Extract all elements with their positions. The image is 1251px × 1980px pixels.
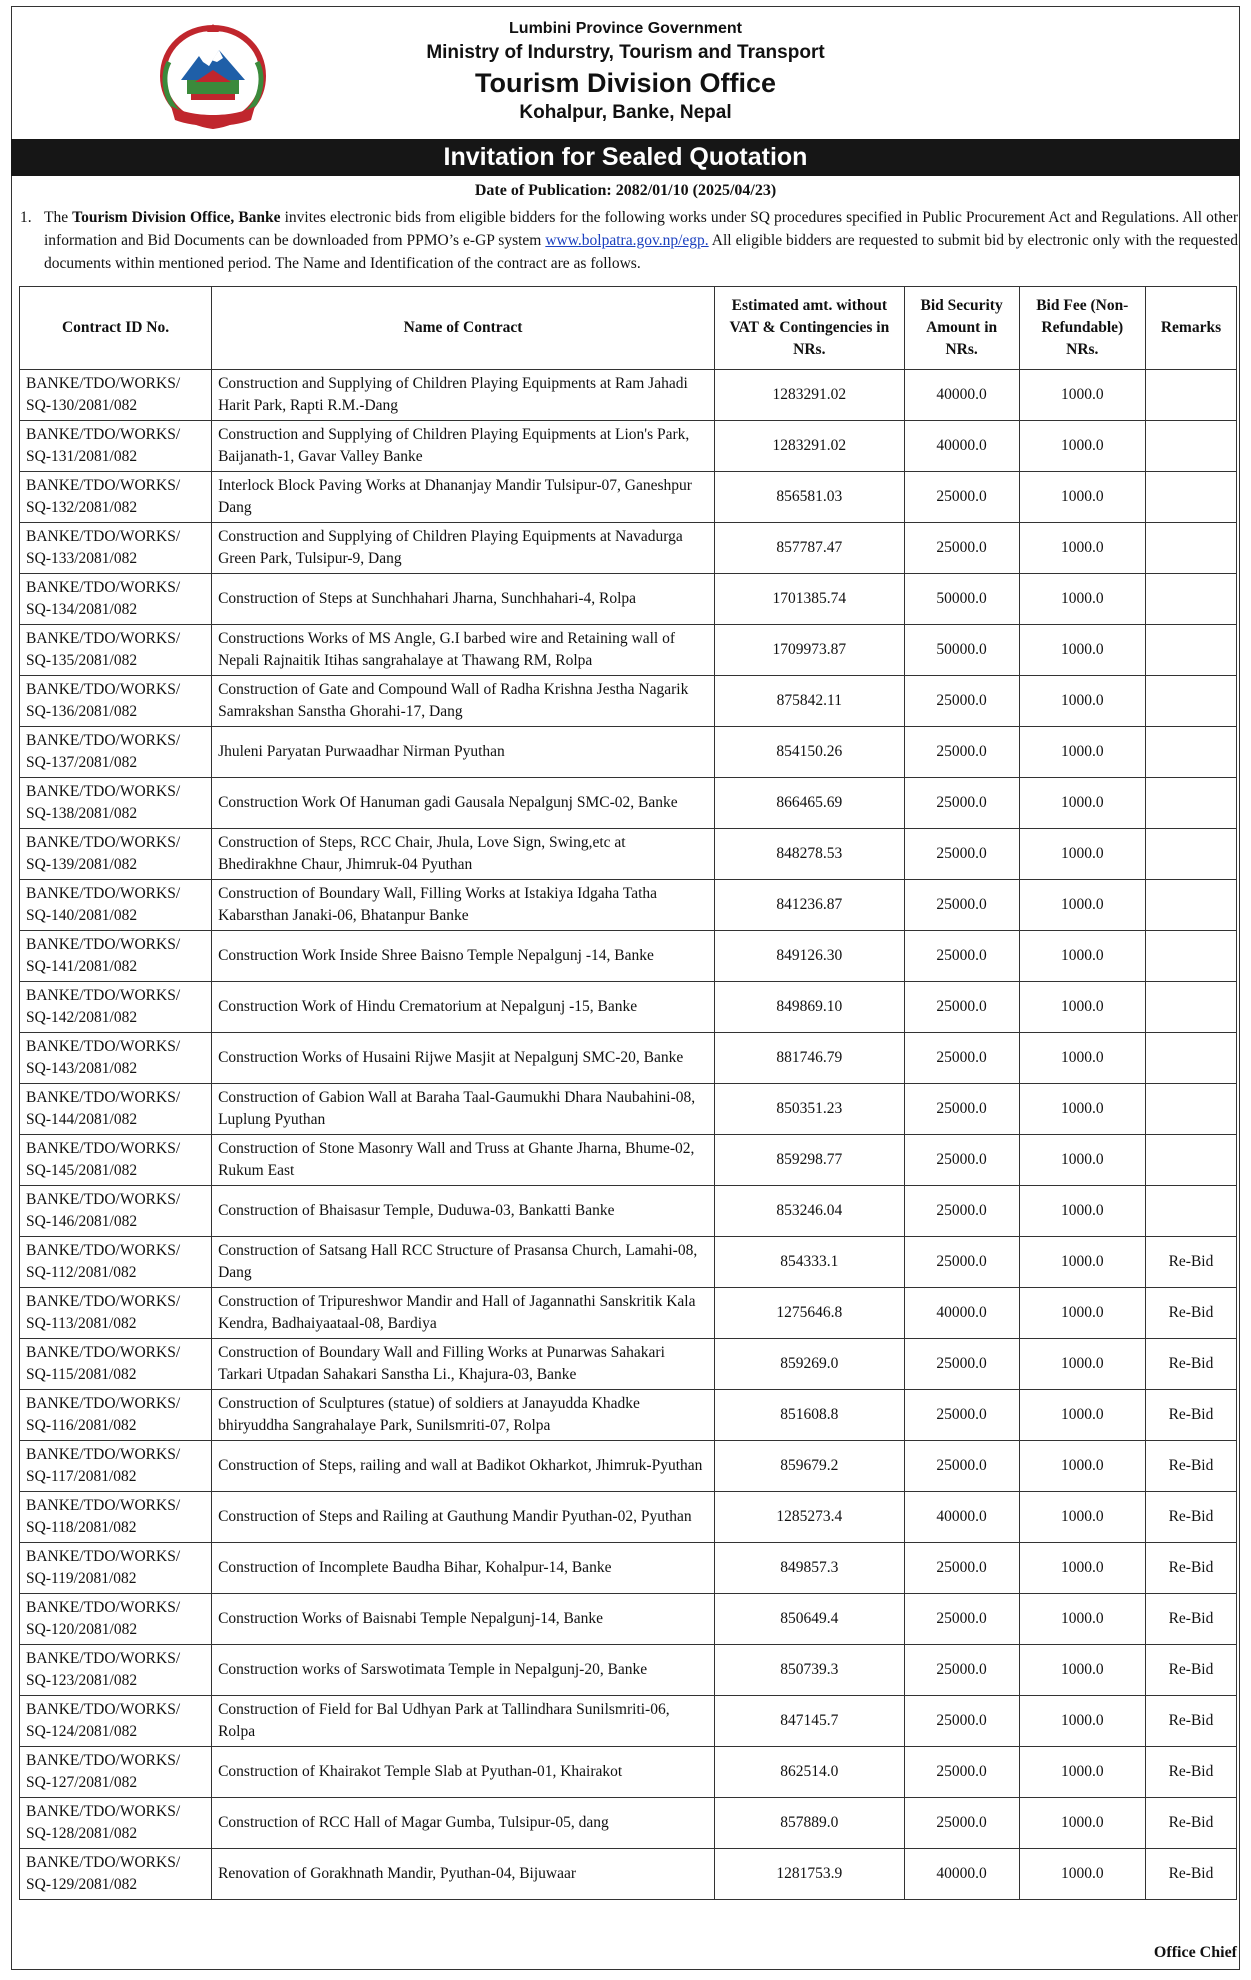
contract-name-cell: Construction Work of Hindu Crematorium at Nepalgunj -15, Banke	[212, 982, 715, 1033]
table-row	[20, 625, 1237, 676]
contract-name-cell: Construction of Stone Masonry Wall and Truss at Ghante Jharna, Bhume-02, Rukum East	[212, 1135, 715, 1186]
province-name: Lumbini Province Government	[509, 20, 742, 37]
contract-name-cell: Construction of Boundary Wall, Filling Works at Istakiya Idgaha Tatha Kabarsthan Janaki-06, Bhatanpur Banke	[212, 880, 715, 931]
contract-name-cell: Renovation of Gorakhnath Mandir, Pyuthan-04, Bijuwaar	[212, 1849, 715, 1900]
bid-security-cell: 25000.0	[904, 1594, 1019, 1645]
bid-fee-cell: 1000.0	[1019, 1594, 1145, 1645]
remarks-cell: Re-Bid	[1145, 1390, 1236, 1441]
publication-date	[0, 181, 1251, 201]
table-row	[20, 1543, 1237, 1594]
bid-fee-cell: 1000.0	[1019, 931, 1145, 982]
remarks-cell: Re-Bid	[1145, 1594, 1236, 1645]
contract-id-cell: BANKE/TDO/WORKS/ SQ-140/2081/082	[20, 880, 212, 931]
remarks-cell	[1145, 931, 1236, 982]
table-row	[20, 472, 1237, 523]
table-row	[20, 1696, 1237, 1747]
contract-id-cell: BANKE/TDO/WORKS/ SQ-113/2081/082	[20, 1288, 212, 1339]
bid-fee-cell: 1000.0	[1019, 1849, 1145, 1900]
contract-name-cell: Construction and Supplying of Children Playing Equipments at Lion's Park, Baijanath-1, Gavar Valley Banke	[212, 421, 715, 472]
estimate-cell: 1701385.74	[715, 574, 905, 625]
remarks-cell	[1145, 574, 1236, 625]
header-contract-id: Contract ID No.	[20, 287, 212, 370]
remarks-cell	[1145, 1033, 1236, 1084]
remarks-cell	[1145, 370, 1236, 421]
estimate-cell: 854150.26	[715, 727, 905, 778]
contract-id-cell: BANKE/TDO/WORKS/ SQ-115/2081/082	[20, 1339, 212, 1390]
estimate-cell: 859269.0	[715, 1339, 905, 1390]
contract-name-cell: Construction of Boundary Wall and Filling Works at Punarwas Sahakari Tarkari Utpadan Sahakari Sanstha Li., Khajura-03, Banke	[212, 1339, 715, 1390]
paragraph-number: 1.	[20, 209, 32, 226]
contract-id-cell: BANKE/TDO/WORKS/ SQ-128/2081/082	[20, 1798, 212, 1849]
contract-id-cell: BANKE/TDO/WORKS/ SQ-135/2081/082	[20, 625, 212, 676]
contract-id-cell: BANKE/TDO/WORKS/ SQ-139/2081/082	[20, 829, 212, 880]
contract-name-cell: Construction Works of Husaini Rijwe Masjit at Nepalgunj SMC-20, Banke	[212, 1033, 715, 1084]
remarks-cell: Re-Bid	[1145, 1849, 1236, 1900]
table-row	[20, 1645, 1237, 1696]
contract-name-cell: Construction of RCC Hall of Magar Gumba, Tulsipur-05, dang	[212, 1798, 715, 1849]
table-row	[20, 1441, 1237, 1492]
estimate-cell: 853246.04	[715, 1186, 905, 1237]
contract-name-cell: Construction of Tripureshwor Mandir and Hall of Jagannathi Sanskritik Kala Kendra, Badhaiyaataal-08, Bardiya	[212, 1288, 715, 1339]
estimate-cell: 841236.87	[715, 880, 905, 931]
contract-name-cell: Construction Work Of Hanuman gadi Gausala Nepalgunj SMC-02, Banke	[212, 778, 715, 829]
estimate-cell: 856581.03	[715, 472, 905, 523]
bid-fee-cell: 1000.0	[1019, 829, 1145, 880]
table-row	[20, 1186, 1237, 1237]
estimate-cell: 875842.11	[715, 676, 905, 727]
contract-name-cell: Construction of Bhaisasur Temple, Duduwa-03, Bankatti Banke	[212, 1186, 715, 1237]
table-row	[20, 1747, 1237, 1798]
estimate-cell: 1281753.9	[715, 1849, 905, 1900]
estimate-cell: 850351.23	[715, 1084, 905, 1135]
bid-security-cell: 40000.0	[904, 421, 1019, 472]
remarks-cell	[1145, 778, 1236, 829]
table-row	[20, 1390, 1237, 1441]
contract-id-cell: BANKE/TDO/WORKS/ SQ-118/2081/082	[20, 1492, 212, 1543]
bid-security-cell: 40000.0	[904, 1849, 1019, 1900]
bid-security-cell: 40000.0	[904, 1492, 1019, 1543]
estimate-cell: 847145.7	[715, 1696, 905, 1747]
table-row	[20, 829, 1237, 880]
office-address: Kohalpur, Banke, Nepal	[519, 102, 732, 123]
bid-fee-cell: 1000.0	[1019, 574, 1145, 625]
remarks-cell	[1145, 625, 1236, 676]
table-row	[20, 1798, 1237, 1849]
bid-security-cell: 25000.0	[904, 1084, 1019, 1135]
table-row	[20, 727, 1237, 778]
contract-name-cell: Construction works of Sarswotimata Temple in Nepalgunj-20, Banke	[212, 1645, 715, 1696]
egp-link[interactable]: www.bolpatra.gov.np/egp.	[545, 232, 709, 249]
bid-security-cell: 25000.0	[904, 1696, 1019, 1747]
bid-security-cell: 25000.0	[904, 1033, 1019, 1084]
bid-fee-cell: 1000.0	[1019, 1033, 1145, 1084]
contract-name-cell: Construction of Gate and Compound Wall of Radha Krishna Jestha Nagarik Samrakshan Sanstha Ghorahi-17, Dang	[212, 676, 715, 727]
table-row	[20, 1339, 1237, 1390]
contract-id-cell: BANKE/TDO/WORKS/ SQ-141/2081/082	[20, 931, 212, 982]
remarks-cell	[1145, 982, 1236, 1033]
estimate-cell: 857889.0	[715, 1798, 905, 1849]
estimate-cell: 851608.8	[715, 1390, 905, 1441]
bid-fee-cell: 1000.0	[1019, 1696, 1145, 1747]
bid-security-cell: 50000.0	[904, 574, 1019, 625]
bid-fee-cell: 1000.0	[1019, 1645, 1145, 1696]
contract-id-cell: BANKE/TDO/WORKS/ SQ-130/2081/082	[20, 370, 212, 421]
estimate-cell: 1285273.4	[715, 1492, 905, 1543]
bid-security-cell: 25000.0	[904, 931, 1019, 982]
bid-fee-cell: 1000.0	[1019, 1747, 1145, 1798]
publication-date-label: Date of Publication:	[474, 182, 612, 199]
remarks-cell: Re-Bid	[1145, 1645, 1236, 1696]
remarks-cell: Re-Bid	[1145, 1747, 1236, 1798]
contract-id-cell: BANKE/TDO/WORKS/ SQ-134/2081/082	[20, 574, 212, 625]
contract-name-cell: Jhuleni Paryatan Purwaadhar Nirman Pyuthan	[212, 727, 715, 778]
bid-security-cell: 25000.0	[904, 1645, 1019, 1696]
contract-id-cell: BANKE/TDO/WORKS/ SQ-119/2081/082	[20, 1543, 212, 1594]
header-bid-fee: Bid Fee (Non-Refundable) NRs.	[1019, 287, 1145, 370]
bid-fee-cell: 1000.0	[1019, 1441, 1145, 1492]
contract-name-cell: Interlock Block Paving Works at Dhananjay Mandir Tulsipur-07, Ganeshpur Dang	[212, 472, 715, 523]
contract-name-cell: Construction Work Inside Shree Baisno Temple Nepalgunj -14, Banke	[212, 931, 715, 982]
intro-text-before: The	[44, 209, 73, 226]
bid-fee-cell: 1000.0	[1019, 1186, 1145, 1237]
contract-name-cell: Construction of Khairakot Temple Slab at Pyuthan-01, Khairakot	[212, 1747, 715, 1798]
bid-security-cell: 25000.0	[904, 1747, 1019, 1798]
bid-fee-cell: 1000.0	[1019, 727, 1145, 778]
contract-id-cell: BANKE/TDO/WORKS/ SQ-136/2081/082	[20, 676, 212, 727]
remarks-cell	[1145, 1135, 1236, 1186]
bid-fee-cell: 1000.0	[1019, 370, 1145, 421]
contract-id-cell: BANKE/TDO/WORKS/ SQ-124/2081/082	[20, 1696, 212, 1747]
contract-name-cell: Construction of Steps, RCC Chair, Jhula, Love Sign, Swing,etc at Bhedirakhne Chaur, Jhimruk-04 Pyuthan	[212, 829, 715, 880]
bid-fee-cell: 1000.0	[1019, 1492, 1145, 1543]
header-estimate: Estimated amt. without VAT & Contingencies in NRs.	[715, 287, 905, 370]
bid-fee-cell: 1000.0	[1019, 1339, 1145, 1390]
table-row	[20, 982, 1237, 1033]
contract-name-cell: Constructions Works of MS Angle, G.I barbed wire and Retaining wall of Nepali Rajnaitik Itihas sangrahalaye at Thawang RM, Rolpa	[212, 625, 715, 676]
bid-fee-cell: 1000.0	[1019, 1390, 1145, 1441]
header-remarks: Remarks	[1145, 287, 1236, 370]
table-row	[20, 778, 1237, 829]
bid-security-cell: 25000.0	[904, 829, 1019, 880]
bid-fee-cell: 1000.0	[1019, 1798, 1145, 1849]
intro-office: Tourism Division Office, Banke	[72, 209, 281, 226]
bid-fee-cell: 1000.0	[1019, 472, 1145, 523]
contract-id-cell: BANKE/TDO/WORKS/ SQ-133/2081/082	[20, 523, 212, 574]
bid-security-cell: 25000.0	[904, 880, 1019, 931]
remarks-cell	[1145, 880, 1236, 931]
bid-fee-cell: 1000.0	[1019, 1084, 1145, 1135]
table-row	[20, 523, 1237, 574]
table-row	[20, 1288, 1237, 1339]
contract-name-cell: Construction of Steps at Sunchhahari Jharna, Sunchhahari-4, Rolpa	[212, 574, 715, 625]
estimate-cell: 1275646.8	[715, 1288, 905, 1339]
bid-fee-cell: 1000.0	[1019, 523, 1145, 574]
contract-id-cell: BANKE/TDO/WORKS/ SQ-123/2081/082	[20, 1645, 212, 1696]
bid-security-cell: 25000.0	[904, 1543, 1019, 1594]
ministry-name: Ministry of Indurstry, Tourism and Transport	[426, 42, 825, 63]
contract-name-cell: Construction Works of Baisnabi Temple Nepalgunj-14, Banke	[212, 1594, 715, 1645]
remarks-cell: Re-Bid	[1145, 1798, 1236, 1849]
estimate-cell: 854333.1	[715, 1237, 905, 1288]
bid-security-cell: 25000.0	[904, 778, 1019, 829]
estimate-cell: 859679.2	[715, 1441, 905, 1492]
contract-id-cell: BANKE/TDO/WORKS/ SQ-143/2081/082	[20, 1033, 212, 1084]
bid-security-cell: 25000.0	[904, 1798, 1019, 1849]
bid-security-cell: 25000.0	[904, 676, 1019, 727]
table-row	[20, 1237, 1237, 1288]
remarks-cell: Re-Bid	[1145, 1441, 1236, 1492]
estimate-cell: 850739.3	[715, 1645, 905, 1696]
estimate-cell: 1283291.02	[715, 370, 905, 421]
intro-text-after: All eligible bidders are requested to submit bid by electronic only with the requested documents within mentioned period. The Name and Identification of the contract are as follows.	[44, 232, 1238, 272]
bid-security-cell: 25000.0	[904, 1390, 1019, 1441]
bid-security-cell: 25000.0	[904, 1237, 1019, 1288]
bid-fee-cell: 1000.0	[1019, 1543, 1145, 1594]
contract-id-cell: BANKE/TDO/WORKS/ SQ-146/2081/082	[20, 1186, 212, 1237]
bid-fee-cell: 1000.0	[1019, 625, 1145, 676]
contracts-table	[19, 286, 1237, 1900]
table-row	[20, 676, 1237, 727]
contract-id-cell: BANKE/TDO/WORKS/ SQ-144/2081/082	[20, 1084, 212, 1135]
contract-id-cell: BANKE/TDO/WORKS/ SQ-116/2081/082	[20, 1390, 212, 1441]
estimate-cell: 859298.77	[715, 1135, 905, 1186]
estimate-cell: 849857.3	[715, 1543, 905, 1594]
remarks-cell: Re-Bid	[1145, 1543, 1236, 1594]
remarks-cell: Re-Bid	[1145, 1696, 1236, 1747]
contract-name-cell: Construction of Steps and Railing at Gauthung Mandir Pyuthan-02, Pyuthan	[212, 1492, 715, 1543]
contract-id-cell: BANKE/TDO/WORKS/ SQ-120/2081/082	[20, 1594, 212, 1645]
bid-security-cell: 50000.0	[904, 625, 1019, 676]
bid-security-cell: 25000.0	[904, 523, 1019, 574]
contract-name-cell: Construction of Incomplete Baudha Bihar, Kohalpur-14, Banke	[212, 1543, 715, 1594]
table-row	[20, 1849, 1237, 1900]
estimate-cell: 866465.69	[715, 778, 905, 829]
contract-name-cell: Construction of Satsang Hall RCC Structure of Prasansa Church, Lamahi-08, Dang	[212, 1237, 715, 1288]
bid-security-cell: 25000.0	[904, 727, 1019, 778]
bid-security-cell: 25000.0	[904, 1339, 1019, 1390]
table-row	[20, 421, 1237, 472]
bid-fee-cell: 1000.0	[1019, 880, 1145, 931]
remarks-cell: Re-Bid	[1145, 1237, 1236, 1288]
estimate-cell: 849869.10	[715, 982, 905, 1033]
remarks-cell	[1145, 829, 1236, 880]
table-row	[20, 1135, 1237, 1186]
notice-title: Invitation for Sealed Quotation	[11, 139, 1240, 176]
contract-name-cell: Construction and Supplying of Children Playing Equipments at Ram Jahadi Harit Park, Rapti R.M.-Dang	[212, 370, 715, 421]
bid-security-cell: 25000.0	[904, 1135, 1019, 1186]
table-row	[20, 931, 1237, 982]
estimate-cell: 849126.30	[715, 931, 905, 982]
estimate-cell: 850649.4	[715, 1594, 905, 1645]
remarks-cell	[1145, 1084, 1236, 1135]
bid-fee-cell: 1000.0	[1019, 421, 1145, 472]
remarks-cell	[1145, 676, 1236, 727]
estimate-cell: 881746.79	[715, 1033, 905, 1084]
bid-security-cell: 25000.0	[904, 1441, 1019, 1492]
bid-fee-cell: 1000.0	[1019, 778, 1145, 829]
remarks-cell: Re-Bid	[1145, 1288, 1236, 1339]
bid-security-cell: 25000.0	[904, 982, 1019, 1033]
contract-id-cell: BANKE/TDO/WORKS/ SQ-129/2081/082	[20, 1849, 212, 1900]
header-bid-security: Bid Security Amount in NRs.	[904, 287, 1019, 370]
office-name: Tourism Division Office	[474, 68, 777, 98]
table-row	[20, 1084, 1237, 1135]
contract-id-cell: BANKE/TDO/WORKS/ SQ-131/2081/082	[20, 421, 212, 472]
contract-id-cell: BANKE/TDO/WORKS/ SQ-132/2081/082	[20, 472, 212, 523]
bid-security-cell: 40000.0	[904, 370, 1019, 421]
contract-name-cell: Construction of Field for Bal Udhyan Park at Tallindhara Sunilsmriti-06, Rolpa	[212, 1696, 715, 1747]
estimate-cell: 1709973.87	[715, 625, 905, 676]
bid-fee-cell: 1000.0	[1019, 676, 1145, 727]
bid-security-cell: 40000.0	[904, 1288, 1019, 1339]
intro-text	[44, 206, 1238, 275]
publication-date-value: 2082/01/10 (2025/04/23)	[615, 182, 777, 199]
contract-id-cell: BANKE/TDO/WORKS/ SQ-145/2081/082	[20, 1135, 212, 1186]
bid-fee-cell: 1000.0	[1019, 1135, 1145, 1186]
estimate-cell: 848278.53	[715, 829, 905, 880]
table-row	[20, 1492, 1237, 1543]
estimate-cell: 1283291.02	[715, 421, 905, 472]
contract-id-cell: BANKE/TDO/WORKS/ SQ-138/2081/082	[20, 778, 212, 829]
contract-id-cell: BANKE/TDO/WORKS/ SQ-117/2081/082	[20, 1441, 212, 1492]
bid-fee-cell: 1000.0	[1019, 1288, 1145, 1339]
table-row	[20, 1033, 1237, 1084]
table-row	[20, 370, 1237, 421]
table-row	[20, 880, 1237, 931]
contract-id-cell: BANKE/TDO/WORKS/ SQ-142/2081/082	[20, 982, 212, 1033]
contract-id-cell: BANKE/TDO/WORKS/ SQ-137/2081/082	[20, 727, 212, 778]
contract-id-cell: BANKE/TDO/WORKS/ SQ-112/2081/082	[20, 1237, 212, 1288]
remarks-cell	[1145, 472, 1236, 523]
contract-name-cell: Construction of Sculptures (statue) of soldiers at Janayudda Khadke bhiryuddha Sangrahalaye Park, Sunilsmriti-07, Rolpa	[212, 1390, 715, 1441]
contract-name-cell: Construction of Gabion Wall at Baraha Taal-Gaumukhi Dhara Naubahini-08, Luplung Pyuthan	[212, 1084, 715, 1135]
letterhead	[11, 10, 1240, 136]
intro-paragraph	[20, 206, 1238, 275]
remarks-cell	[1145, 1186, 1236, 1237]
estimate-cell: 862514.0	[715, 1747, 905, 1798]
contract-id-cell: BANKE/TDO/WORKS/ SQ-127/2081/082	[20, 1747, 212, 1798]
remarks-cell	[1145, 523, 1236, 574]
intro-text-mid: invites electronic bids from eligible bidders for the following works under SQ procedures specified in Public Procurement Act and Regulations. All other information and Bid Documents can be downloaded from PPMO’s e-GP system	[44, 209, 1238, 249]
remarks-cell	[1145, 421, 1236, 472]
table-row	[20, 1594, 1237, 1645]
remarks-cell: Re-Bid	[1145, 1492, 1236, 1543]
table-row	[20, 574, 1237, 625]
header-contract-name: Name of Contract	[212, 287, 715, 370]
bid-fee-cell: 1000.0	[1019, 982, 1145, 1033]
remarks-cell: Re-Bid	[1145, 1339, 1236, 1390]
signature-office-chief: Office Chief	[1153, 1944, 1237, 1961]
bid-security-cell: 25000.0	[904, 472, 1019, 523]
estimate-cell: 857787.47	[715, 523, 905, 574]
contract-name-cell: Construction and Supplying of Children Playing Equipments at Navadurga Green Park, Tulsipur-9, Dang	[212, 523, 715, 574]
remarks-cell	[1145, 727, 1236, 778]
contract-name-cell: Construction of Steps, railing and wall at Badikot Okharkot, Jhimruk-Pyuthan	[212, 1441, 715, 1492]
bid-security-cell: 25000.0	[904, 1186, 1019, 1237]
bid-fee-cell: 1000.0	[1019, 1237, 1145, 1288]
table-header-row	[20, 287, 1237, 370]
